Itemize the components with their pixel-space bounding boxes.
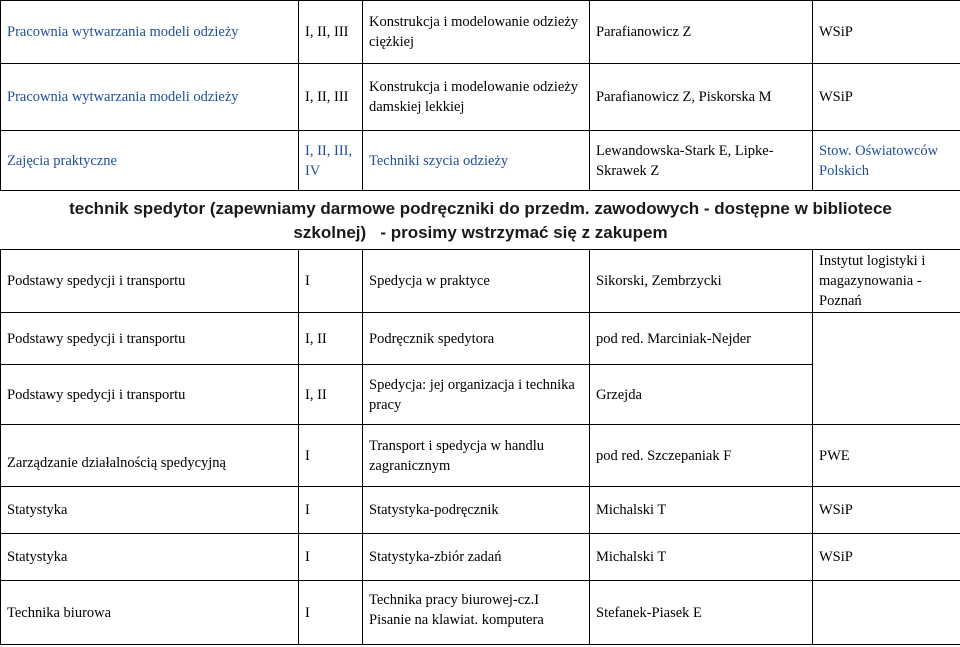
author-cell: Lewandowska-Stark E, Lipke-Skrawek Z — [590, 131, 813, 191]
title-cell: Podręcznik spedytora — [363, 313, 590, 365]
subject-cell: Podstawy spedycji i transportu — [1, 365, 299, 425]
title-cell: Spedycja w praktyce — [363, 250, 590, 313]
section-heading: technik spedytor (zapewniamy darmowe podręczniki do przedm. zawodowych - dostępne w bibliotece szkolnej) - prosimy wstrzymać się z zakupem — [1, 191, 960, 250]
subject-cell: Pracownia wytwarzania modeli odzieży — [1, 1, 299, 64]
author-cell: Sikorski, Zembrzycki — [590, 250, 813, 313]
table-row — [1, 487, 960, 534]
classes-cell: I, II, III — [299, 64, 363, 131]
publisher-cell: Instytut logistyki i magazynowania - Poznań — [813, 250, 960, 313]
title-cell: Konstrukcja i modelowanie odzieży ciężkiej — [363, 1, 590, 64]
author-cell: Parafianowicz Z, Piskorska M — [590, 64, 813, 131]
table-row — [1, 534, 960, 581]
subject-cell: Zajęcia praktyczne — [1, 131, 299, 191]
table-row — [1, 581, 960, 645]
classes-cell: I — [299, 250, 363, 313]
classes-cell: I — [299, 581, 363, 645]
publisher-cell: PWE — [813, 425, 960, 487]
table-row — [1, 425, 960, 487]
publisher-cell: Stow. Oświatowców Polskich — [813, 131, 960, 191]
subject-cell: Zarządzanie działalnością spedycyjną — [1, 425, 299, 487]
classes-cell: I — [299, 425, 363, 487]
title-cell: Konstrukcja i modelowanie odzieży damskiej lekkiej — [363, 64, 590, 131]
subject-cell: Statystyka — [1, 534, 299, 581]
table-row — [1, 64, 960, 131]
classes-cell: I, II — [299, 365, 363, 425]
publisher-cell: WSiP — [813, 1, 960, 64]
title-cell: Spedycja: jej organizacja i technika pracy — [363, 365, 590, 425]
publisher-cell: WSiP — [813, 487, 960, 534]
classes-cell: I, II — [299, 313, 363, 365]
publisher-cell: WSiP — [813, 534, 960, 581]
author-cell: Michalski T — [590, 487, 813, 534]
publisher-cell: WSiP — [813, 64, 960, 131]
publisher-cell — [813, 581, 960, 645]
classes-cell: I, II, III, IV — [299, 131, 363, 191]
table-row — [1, 131, 960, 191]
section-heading-row — [1, 191, 960, 250]
publisher-cell — [813, 365, 960, 425]
classes-cell: I — [299, 487, 363, 534]
subject-cell: Technika biurowa — [1, 581, 299, 645]
author-cell: Michalski T — [590, 534, 813, 581]
author-cell: pod red. Szczepaniak F — [590, 425, 813, 487]
subject-cell: Pracownia wytwarzania modeli odzieży — [1, 64, 299, 131]
subject-cell: Podstawy spedycji i transportu — [1, 313, 299, 365]
author-cell: Parafianowicz Z — [590, 1, 813, 64]
publisher-cell — [813, 313, 960, 365]
classes-cell: I — [299, 534, 363, 581]
author-cell: pod red. Marciniak-Nejder — [590, 313, 813, 365]
author-cell: Grzejda — [590, 365, 813, 425]
table-row — [1, 250, 960, 313]
title-cell: Transport i spedycja w handlu zagranicznym — [363, 425, 590, 487]
title-cell: Statystyka-podręcznik — [363, 487, 590, 534]
table-row — [1, 365, 960, 425]
classes-cell: I, II, III — [299, 1, 363, 64]
subject-cell: Podstawy spedycji i transportu — [1, 250, 299, 313]
table-row — [1, 1, 960, 64]
title-cell: Technika pracy biurowej-cz.I Pisanie na klawiat. komputera — [363, 581, 590, 645]
table-row — [1, 313, 960, 365]
subject-cell: Statystyka — [1, 487, 299, 534]
title-cell: Statystyka-zbiór zadań — [363, 534, 590, 581]
author-cell: Stefanek-Piasek E — [590, 581, 813, 645]
title-cell: Techniki szycia odzieży — [363, 131, 590, 191]
